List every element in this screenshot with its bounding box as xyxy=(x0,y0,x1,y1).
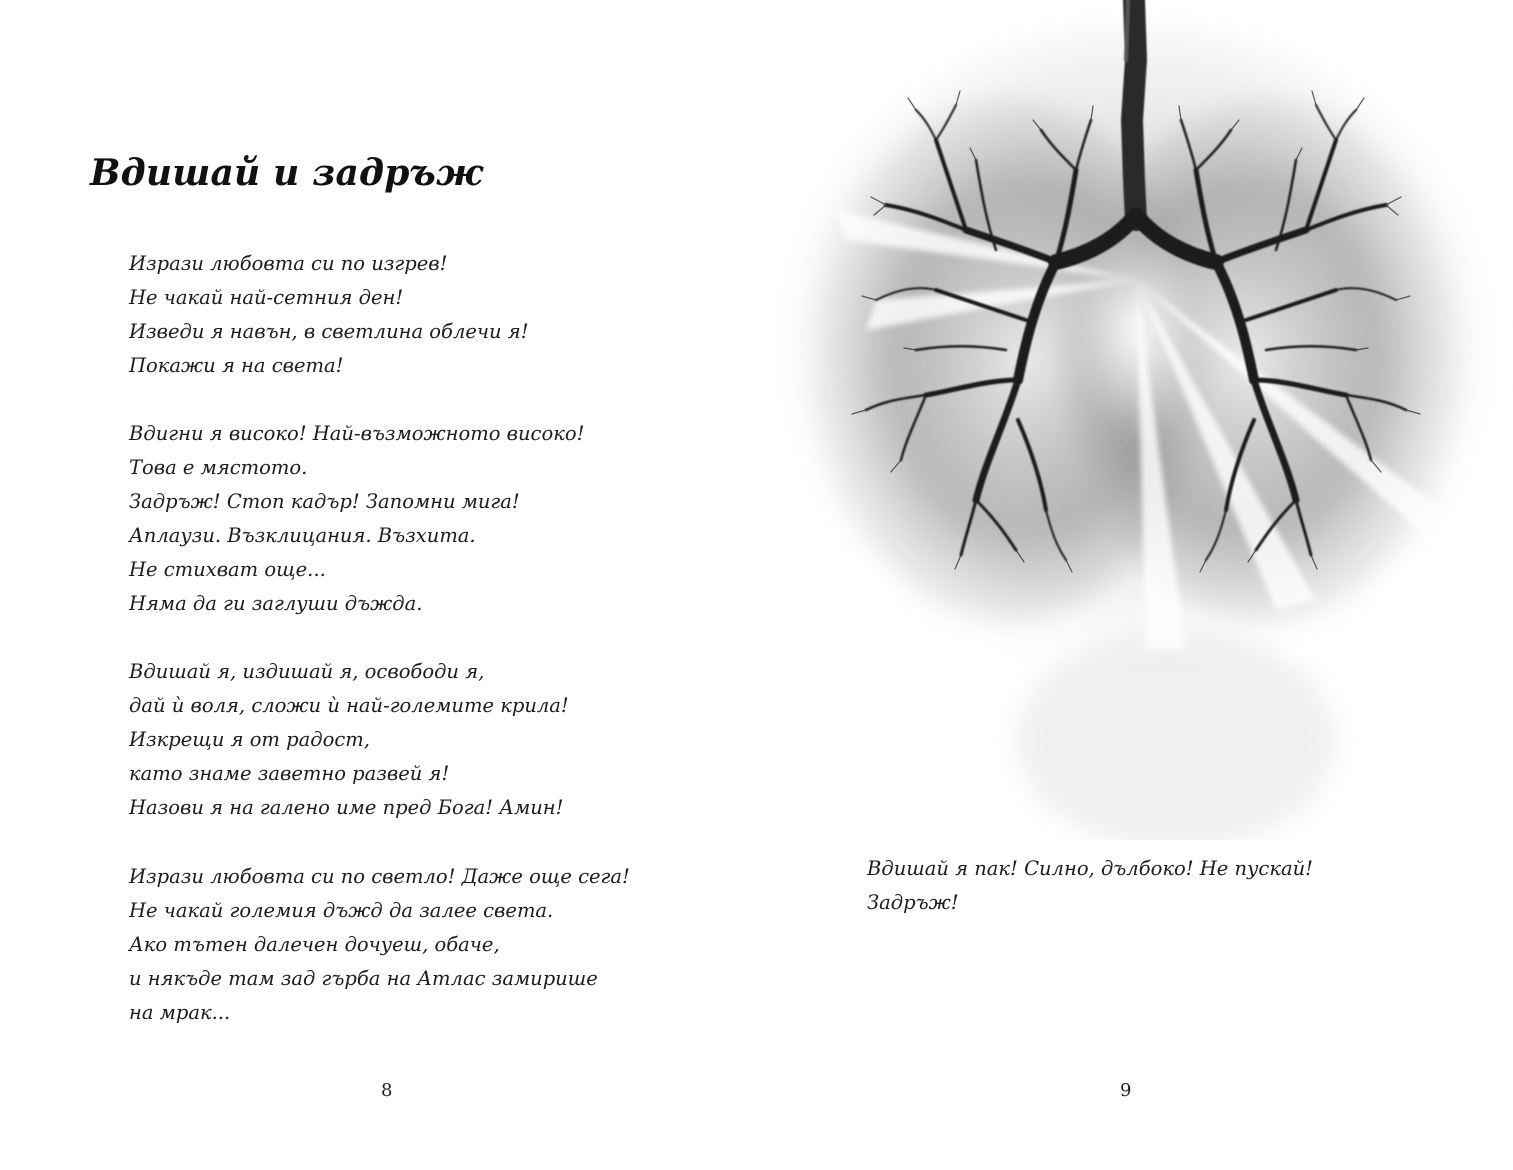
poem-line: Аплаузи. Възклицания. Възхита. xyxy=(129,524,476,547)
lungs-illustration-icon xyxy=(756,0,1513,840)
poem-line: Изведи я навън, в светлина облечи я! xyxy=(129,320,529,343)
poem-line: дай ѝ воля, сложи ѝ най-големите крила! xyxy=(129,694,569,717)
stanza-5 xyxy=(867,852,1313,920)
poem-line: Назови я на галено име пред Бога! Амин! xyxy=(129,796,564,819)
poem-line: Няма да ги заглуши дъжда. xyxy=(129,592,423,615)
poem-line: Това е мястото. xyxy=(129,456,308,479)
page-number-left: 8 xyxy=(381,1080,393,1101)
poem-line: Покажи я на света! xyxy=(129,354,344,377)
poem-line: на мрак... xyxy=(129,1001,231,1024)
poem-line: Вдишай я, издишай я, освободи я, xyxy=(129,660,485,683)
right-page xyxy=(756,0,1513,1170)
poem-line: Задръж! xyxy=(867,891,959,914)
poem-line: Изрази любовта си по изгрев! xyxy=(129,252,448,275)
poem-line: Изрази любовта си по светло! Даже още сега! xyxy=(129,865,630,888)
poem-line: Не чакай големия дъжд да залее света. xyxy=(129,899,554,922)
lower-haze xyxy=(1016,630,1336,840)
poem-line: като знаме заветно развей я! xyxy=(129,762,450,785)
poem-line: Задръж! Стоп кадър! Запомни мига! xyxy=(129,490,520,513)
stanza-1 xyxy=(129,247,529,383)
poem-line: Вдишай я пак! Силно, дълбоко! Не пускай! xyxy=(867,857,1313,880)
poem-line: Вдигни я високо! Най-възможното високо! xyxy=(129,422,585,445)
poem-line: Изкрещи я от радост, xyxy=(129,728,370,751)
stanza-4 xyxy=(129,860,630,1030)
page-number-right: 9 xyxy=(1120,1080,1132,1101)
poem-line: Ако тътен далечен дочуеш, обаче, xyxy=(129,933,500,956)
stanza-2 xyxy=(129,417,584,621)
poem-line: Не чакай най-сетния ден! xyxy=(129,286,404,309)
poem-line: и някъде там зад гърба на Атлас замирише xyxy=(129,967,598,990)
left-page xyxy=(0,0,756,1170)
poem-line: Не стихват още... xyxy=(129,558,326,581)
poem-title: Вдишай и задръж xyxy=(90,152,484,194)
stanza-3 xyxy=(129,655,569,825)
